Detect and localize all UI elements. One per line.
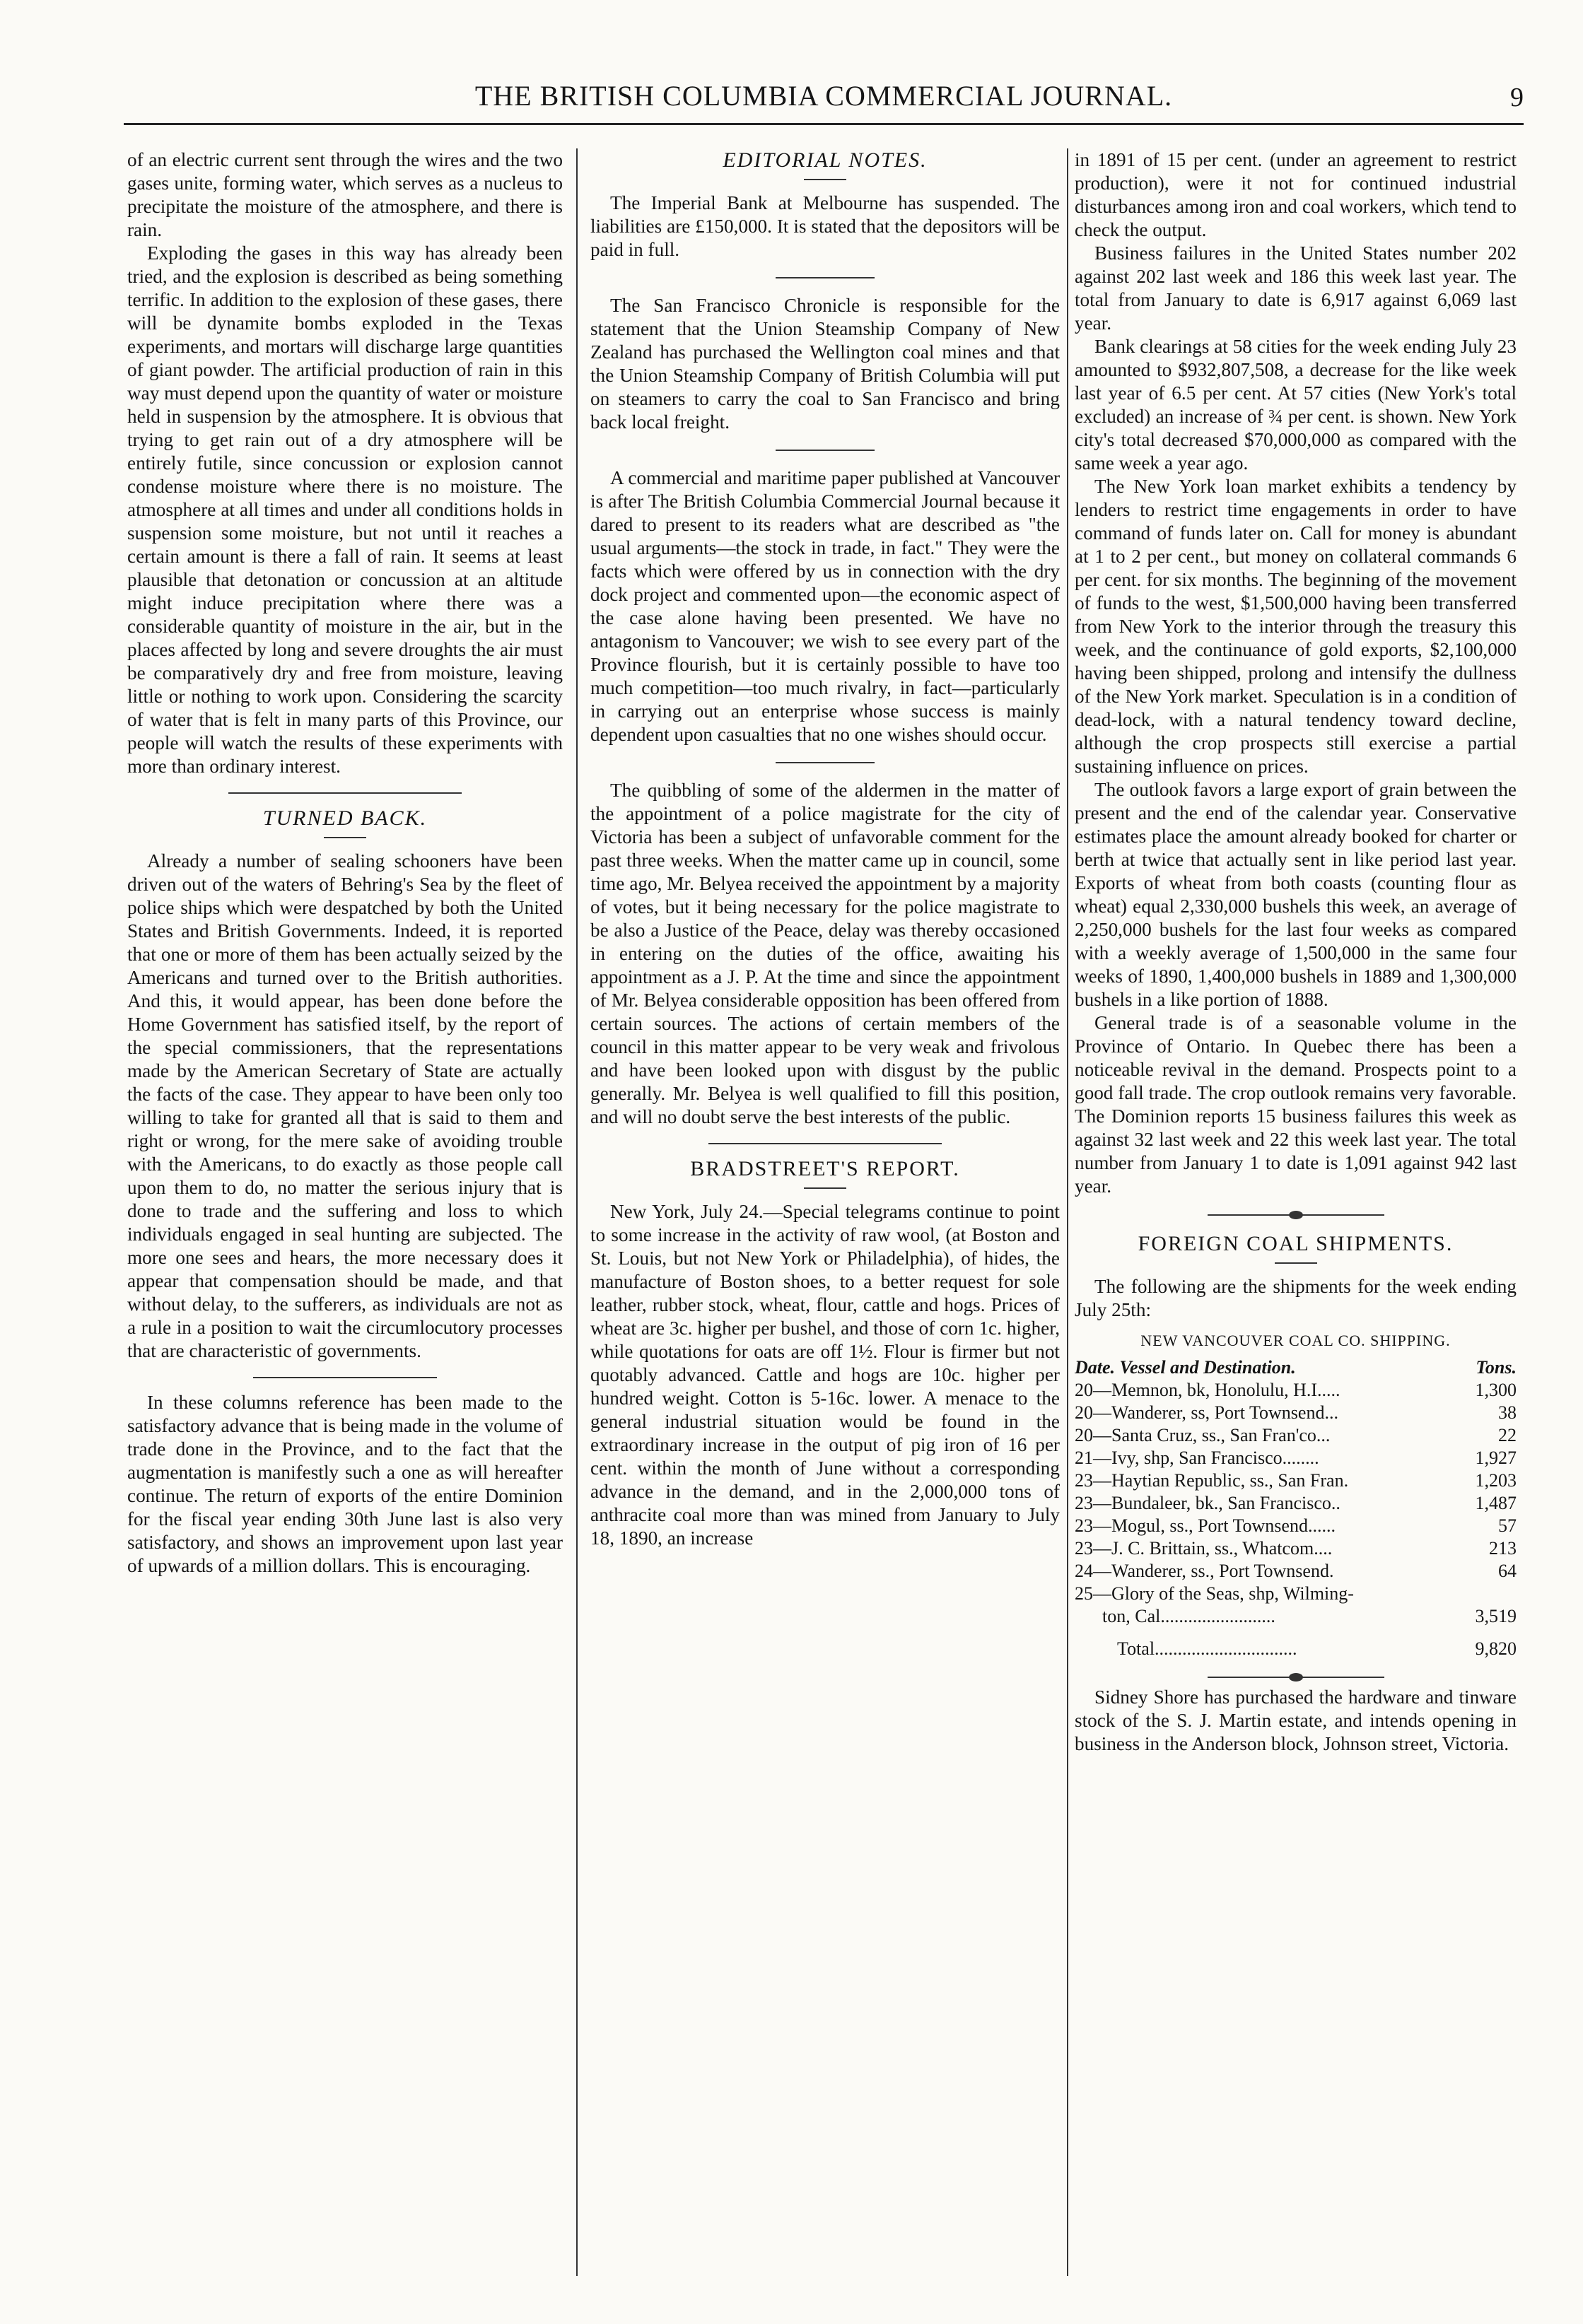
report-paragraph: The outlook favors a large export of grain between the present and the end of the calendar year. Conservative estimates place the amount already booked for charter or berth at twice that actually sent in like period last year. Exports of wheat from both coasts (counting flour as wheat) equal 2,330,000 bushels this week, an average of 2,250,000 bushels for the last four weeks as compared with a weekly average of 1,500,000 in the same four weeks of 1890, 1,400,000 bushels in 1889 and 1,300,000 bushels in a like portion of 1888.	[1075, 779, 1517, 1010]
table-header-row	[1075, 1356, 1517, 1379]
row-tons: 1,300	[1475, 1380, 1517, 1400]
table-row	[1075, 1492, 1517, 1515]
table-row	[1075, 1424, 1517, 1447]
row-vessel: 23—Mogul, ss., Port Townsend......	[1075, 1515, 1336, 1536]
rain-article-paragraph: Exploding the gases in this way has already been tried, and the explosion is described as being something terrific. In addition to the explosion of these gases, there will be dynamite bombs exploded in the Texas experiments, and mortars will discharge large quantities of giant powder. The artificial production of rain in this way must depend upon the quantity of water or moisture held in suspension by the atmosphere. It is obvious that trying to get rain out of a dry atmosphere will be entirely futile, since concussion or explosion cannot condense moisture where there is no moisture. The atmosphere at all times and under all conditions holds in suspension some moisture, but not until it reaches a certain amount is there a fall of rain. It seems at least plausible that detonation or concussion at an altitude might induce precipitation where there was a considerable quantity of moisture in the air, but in the places affected by long and severe droughts the air must be comparatively dry and free from moisture, leaving little or nothing to work upon. Considering the scarcity of water that is felt in many parts of this Province, our people will watch the results of these experiments with more than ordinary interest.	[127, 242, 563, 777]
note-separator	[776, 277, 875, 278]
bradstreets-heading	[590, 1157, 1060, 1180]
table-row	[1075, 1402, 1517, 1424]
column-divider-1	[576, 148, 578, 2276]
row-tons: 22	[1498, 1425, 1517, 1445]
section-title: FOREIGN COAL SHIPMENTS.	[1138, 1232, 1454, 1255]
row-tons	[1467, 1583, 1517, 1605]
table-row	[1075, 1560, 1517, 1583]
section-rule	[253, 1377, 437, 1378]
total-label: Total...............................	[1117, 1638, 1297, 1659]
turned-back-paragraph: Already a number of sealing schooners have been driven out of the waters of Behring's Sea by the fleet of police ships which were despatched by both the United States and British Governments. Indeed, it is reported that one or more of them has been actually seized by the Americans and turned over to the British authorities. And this, it would appear, has been done before the Home Government has satisfied itself, by the report of the special commissioners, that the representations made by the American Secretary of State are actually the facts of the case. They appear to have been only too willing to take for granted all that is said to them and right or wrong, for the mere sake of avoiding trouble with the Americans, to do exactly as those people call upon them to do, no matter the serious injury that is done to trade and the suffering and loss to which individuals engaged in seal hunting are subjected. The more one sees and hears, the more necessary does it appear that compensation should be made, and that without delay, to the sufferers, as individuals are not as a rule in a position to wait the circumlocutory processes that are characteristic of governments.	[127, 850, 563, 1361]
row-tons: 64	[1498, 1561, 1517, 1581]
editorial-note: The quibbling of some of the aldermen in the matter of the appointment of a police magistrate for the city of Victoria has been a subject of unfavorable comment for the past three weeks. When the matter came up in council, some time ago, Mr. Belyea received the appointment by a majority of votes, but it being necessary for the police magistrate to be also a Justice of the Peace, delay was thereby occasioned in entering on the duties of the office, awaiting his appointment as a J. P. At the time and since the appointment of Mr. Belyea considerable opposition has been offered from certain sources. The actions of certain members of the council in this matter appear to be very weak and frivolous and have been looked upon with disgust by the public generally. Mr. Belyea is well qualified to fill this position, and will no doubt serve the best interests of the public.	[590, 780, 1060, 1127]
column-2	[590, 148, 1060, 2290]
coal-shipments-heading	[1075, 1232, 1517, 1255]
row-tons: 3,519	[1475, 1606, 1517, 1626]
row-tons: 1,203	[1475, 1470, 1517, 1491]
table-row	[1075, 1583, 1517, 1605]
report-paragraph: Business failures in the United States number 202 against 202 last week and 186 this week last year. The total from January to date is 6,917 against 6,069 last year.	[1075, 242, 1517, 334]
note-separator	[776, 450, 875, 451]
row-vessel: 23—Bundaleer, bk., San Francisco..	[1075, 1493, 1340, 1513]
report-paragraph: Bank clearings at 58 cities for the week ending July 23 amounted to $932,807,508, a decrease for the like week last year of 6.5 per cent. At 57 cities (New York's total excluded) an increase of ¾ per cent. is shown. New York city's total decreased $70,000,000 as compared with the same week a year ago.	[1075, 336, 1517, 474]
editorial-note: The Imperial Bank at Melbourne has suspended. The liabilities are £150,000. It is stated that the depositors will be paid in full.	[590, 192, 1060, 260]
ornament-rule	[1208, 1673, 1384, 1682]
page-number: 9	[1510, 83, 1524, 112]
header-right: Tons.	[1476, 1357, 1517, 1378]
row-tons: 1,487	[1475, 1493, 1517, 1513]
note-separator	[776, 762, 875, 763]
column-3	[1075, 148, 1517, 2290]
report-paragraph: General trade is of a seasonable volume in the Province of Ontario. In Quebec there has been a noticeable revival in the demand. Prospects point to a good fall trade. The crop outlook remains very favorable. The Dominion reports 15 business failures this week as against 32 last week and 22 this week last year. The total number from January 1 to date is 1,091 against 942 last year.	[1075, 1012, 1517, 1197]
page-header	[124, 74, 1524, 125]
table-row	[1075, 1605, 1517, 1628]
table-row	[1075, 1537, 1517, 1560]
table-row	[1075, 1469, 1517, 1492]
row-tons: 213	[1489, 1538, 1517, 1559]
column-1	[127, 148, 563, 2290]
row-tons: 1,927	[1475, 1448, 1517, 1468]
row-vessel: 23—J. C. Brittain, ss., Whatcom....	[1075, 1538, 1333, 1559]
shipments-table	[1075, 1356, 1517, 1660]
ornament-rule	[1208, 1211, 1384, 1219]
row-vessel: 24—Wanderer, ss., Port Townsend.	[1075, 1561, 1334, 1581]
header-left: Date. Vessel and Destination.	[1075, 1357, 1296, 1378]
row-vessel: 20—Memnon, bk, Honolulu, H.I.....	[1075, 1380, 1340, 1400]
bradstreets-report-text: New York, July 24.—Special telegrams continue to point to some increase in the activity of raw wool, (at Boston and St. Louis, but not New York or Philadelphia), of hides, the manufacture of Boston shoes, to a better request for sole leather, rubber stock, wheat, flour, cattle and hogs. Prices of wheat are 3c. higher per bushel, and those of corn 1c. higher, while quotations for oats are off 1½. Flour is firmer but not quotably advanced. Cattle and hogs are 10c. higher per hundred weight. Cotton is 5-16c. lower. A menace to the general industrial situation would be found in the extraordinary increase in the output of pig iron of 16 per cent. within the month of June without a corresponding advance in the demand, and in the 2,000,000 tons of anthracite coal more than was mined from January to July 18, 1890, an increase	[590, 1201, 1060, 1549]
row-vessel: 23—Haytian Republic, ss., San Fran.	[1075, 1470, 1349, 1491]
journal-title: THE BRITISH COLUMBIA COMMERCIAL JOURNAL.	[474, 80, 1173, 112]
section-title: TURNED BACK.	[262, 806, 428, 830]
row-tons: 38	[1498, 1402, 1517, 1423]
report-continuation: in 1891 of 15 per cent. (under an agreement to restrict production), were it not for continued industrial disturbances among iron and coal workers, which tend to check the output.	[1075, 149, 1517, 240]
row-tons: 57	[1498, 1515, 1517, 1536]
report-paragraph: The New York loan market exhibits a tendency by lenders to restrict time engagements in order to have command of funds later on. Call for money is abundant at 1 to 2 per cent., but money on collateral commands 6 per cent. for six months. The beginning of the movement of funds to the west, $1,500,000 having been transferred from New York to the interior through the treasury this week, and the continuance of gold exports, $2,100,000 having been shipped, prolong and intensify the dullness of the New York market. Speculation is in a condition of dead-lock, with a natural tendency toward decline, although the crop prospects still exercise a partial sustaining influence on prices.	[1075, 476, 1517, 777]
table-row	[1075, 1447, 1517, 1469]
editorial-note: A commercial and maritime paper published at Vancouver is after The British Columbia Commercial Journal because it dared to present to its readers what are described as "the usual arguments—the stock in trade, in fact." They were the facts which were offered by us in connection with the dry dock project and commented upon—the economic aspect of the case alone having been presented. We have no antagonism to Vancouver; we wish to see every part of the Province flourish, but it is certainly possible to have too much competition—too much rivalry, in fact—particularly in carrying out an enterprise whose success is mainly dependent upon casualties that no one wishes should occur.	[590, 467, 1060, 745]
shipping-table-title: NEW VANCOUVER COAL CO. SHIPPING.	[1140, 1332, 1451, 1349]
table-row	[1075, 1379, 1517, 1402]
row-vessel: ton, Cal.........................	[1075, 1606, 1275, 1626]
total-value: 9,820	[1475, 1638, 1517, 1659]
table-row	[1075, 1515, 1517, 1537]
row-vessel: 25—Glory of the Seas, shp, Wilming-	[1075, 1583, 1354, 1604]
row-vessel: 20—Wanderer, ss, Port Townsend...	[1075, 1402, 1338, 1423]
editorial-note: The San Francisco Chronicle is responsible for the statement that the Union Steamship Company of New Zealand has purchased the Wellington coal mines and that the Union Steamship Company of British Columbia will put on steamers to carry the coal to San Francisco and bring back local freight.	[590, 295, 1060, 433]
title-dash	[804, 1187, 846, 1189]
section-title: EDITORIAL NOTES.	[723, 148, 928, 172]
shipments-intro: The following are the shipments for the week ending July 25th:	[1075, 1276, 1517, 1320]
title-dash	[804, 179, 846, 180]
table-total-row	[1075, 1638, 1517, 1660]
rain-article-continuation: of an electric current sent through the wires and the two gases unite, forming water, which serves as a nucleus to precipitate the moisture of the atmosphere, and there is rain.	[127, 149, 563, 240]
title-dash	[1275, 1262, 1317, 1264]
section-rule	[708, 1143, 942, 1144]
row-vessel: 20—Santa Cruz, ss., San Fran'co...	[1075, 1425, 1331, 1445]
sidney-shore-note: Sidney Shore has purchased the hardware and tinware stock of the S. J. Martin estate, and intends opening in business in the Anderson block, Johnson street, Victoria.	[1075, 1686, 1517, 1754]
turned-back-heading	[127, 806, 563, 830]
row-vessel: 21—Ivy, shp, San Francisco........	[1075, 1448, 1319, 1468]
section-rule	[228, 792, 462, 794]
title-dash	[324, 837, 366, 838]
exports-paragraph: In these columns reference has been made to the satisfactory advance that is being made in the volume of trade done in the Province, and to the fact that the augmentation is manifestly such a one as will hereafter continue. The return of exports of the entire Dominion for the fiscal year ending 30th June last is also very satisfactory, and shows an improvement upon last year of upwards of a million dollars. This is encouraging.	[127, 1392, 563, 1576]
column-divider-2	[1067, 148, 1068, 2276]
editorial-notes-heading	[590, 148, 1060, 172]
section-title: BRADSTREET'S REPORT.	[690, 1157, 960, 1180]
